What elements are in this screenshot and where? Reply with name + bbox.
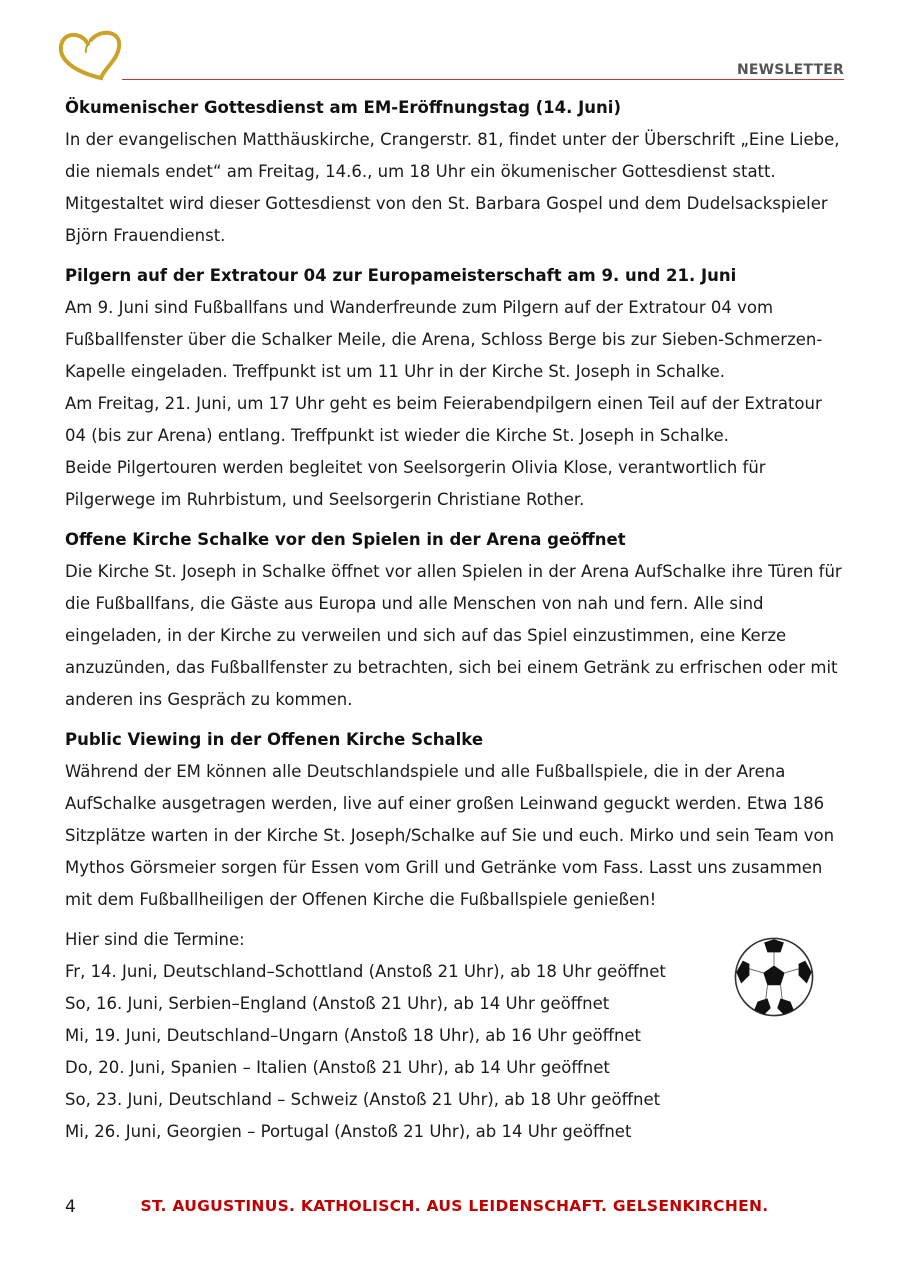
list-item: So, 16. Juni, Serbien–England (Anstoß 21 Uhr), ab 14 Uhr geöffnet [65, 994, 610, 1013]
paragraph: Am 9. Juni sind Fußballfans und Wanderfreunde zum Pilgern auf der Extratour 04 vom Fußballfenster über die Schalker Meile, die Arena, Schloss Berge bis zur Sieben-Schmerzen-Kapelle eingeladen. Treffpunkt ist um 11 Uhr in der Kirche St. Joseph in Schalke. [65, 298, 823, 381]
list-item: Fr, 14. Juni, Deutschland–Schottland (Anstoß 21 Uhr), ab 18 Uhr geöffnet [65, 962, 666, 981]
section-heading: Ökumenischer Gottesdienst am EM-Eröffnungstag (14. Juni) [65, 98, 621, 117]
section-heading: Offene Kirche Schalke vor den Spielen in der Arena geöffnet [65, 530, 626, 549]
paragraph: Während der EM können alle Deutschlandspiele und alle Fußballspiele, die in der Arena AufSchalke ausgetragen werden, live auf einer großen Leinwand geguckt werden. Etwa 186 Sitzplätze warten in der Kirche St. Joseph/Schalke auf Sie und euch. Mirko und sein Team von Mythos Görsmeier sorgen für Essen vom Grill und Getränke vom Fass. Lasst uns zusammen mit dem Fußballheiligen der Offenen Kirche die Fußballspiele genießen! [65, 762, 835, 909]
heart-logo-icon [55, 28, 125, 83]
section-gottesdienst [65, 92, 845, 252]
termine-intro: Hier sind die Termine: [65, 930, 245, 949]
paragraph: Die Kirche St. Joseph in Schalke öffnet vor allen Spielen in der Arena AufSchalke ihre Türen für die Fußballfans, die Gäste aus Europa und alle Menschen von nah und fern. Alle sind eingeladen, in der Kirche zu verweilen und sich auf das Spiel einzustimmen, eine Kerze anzuzünden, das Fußballfenster zu betrachten, sich bei einem Getränk zu erfrischen oder mit anderen ins Gespräch zu kommen. [65, 562, 842, 709]
list-item: Mi, 19. Juni, Deutschland–Ungarn (Anstoß 18 Uhr), ab 16 Uhr geöffnet [65, 1026, 642, 1045]
list-item: Mi, 26. Juni, Georgien – Portugal (Anstoß 21 Uhr), ab 14 Uhr geöffnet [65, 1122, 632, 1141]
section-offene-kirche [65, 524, 845, 716]
header-rule [122, 79, 844, 80]
footer-slogan: ST. AUGUSTINUS. KATHOLISCH. AUS LEIDENSCHAFT. GELSENKIRCHEN. [140, 1197, 769, 1215]
paragraph: Am Freitag, 21. Juni, um 17 Uhr geht es beim Feierabendpilgern einen Teil auf der Extratour 04 (bis zur Arena) entlang. Treffpunkt ist wieder die Kirche St. Joseph in Schalke. [65, 394, 822, 445]
paragraph: In der evangelischen Matthäuskirche, Crangerstr. 81, findet unter der Überschrift „Eine Liebe, die niemals endet“ am Freitag, 14.6., um 18 Uhr ein ökumenischer Gottesdienst statt. Mitgestaltet wird dieser Gottesdienst von den St. Barbara Gospel und dem Dudelsackspieler Björn Frauendienst. [65, 130, 840, 245]
termine-list [65, 956, 845, 1148]
page-number: 4 [65, 1197, 76, 1217]
paragraph: Beide Pilgertouren werden begleitet von Seelsorgerin Olivia Klose, verantwortlich für Pilgerwege im Ruhrbistum, und Seelsorgerin Christiane Rother. [65, 458, 766, 509]
section-public-viewing [65, 724, 845, 916]
list-item: So, 23. Juni, Deutschland – Schweiz (Anstoß 21 Uhr), ab 18 Uhr geöffnet [65, 1090, 661, 1109]
header-label: NEWSLETTER [736, 62, 844, 78]
section-pilgern [65, 260, 845, 516]
section-heading: Pilgern auf der Extratour 04 zur Europameisterschaft am 9. und 21. Juni [65, 266, 737, 285]
termine-block [65, 924, 845, 1148]
article-body [65, 92, 845, 1148]
list-item: Do, 20. Juni, Spanien – Italien (Anstoß 21 Uhr), ab 14 Uhr geöffnet [65, 1058, 610, 1077]
soccer-ball-icon [733, 936, 815, 1018]
section-heading: Public Viewing in der Offenen Kirche Schalke [65, 730, 484, 749]
